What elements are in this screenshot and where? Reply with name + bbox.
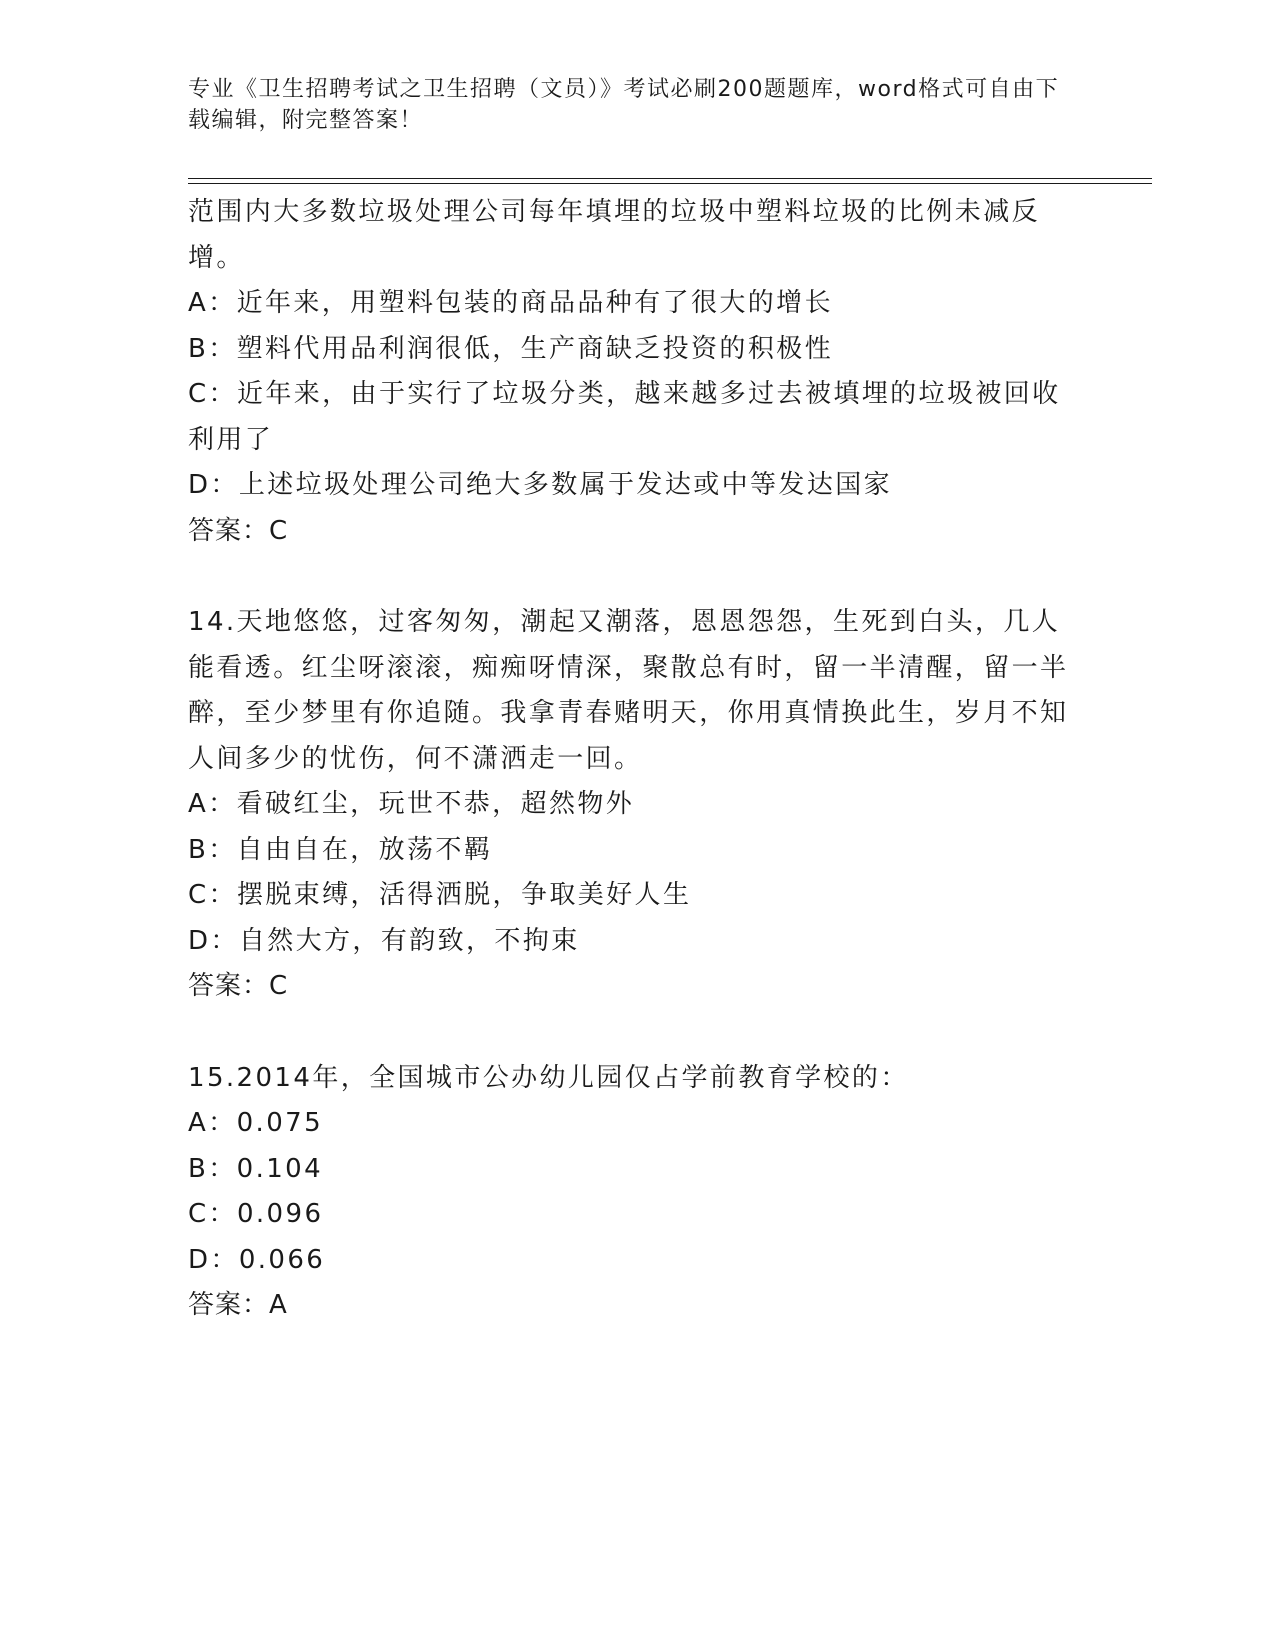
option-a: A：近年来，用塑料包装的商品品种有了很大的增长 [188, 288, 833, 318]
option-a: A：看破红尘，玩世不恭，超然物外 [188, 789, 635, 819]
question-stem: 14.天地悠悠，过客匆匆，潮起又潮落，恩恩怨怨，生死到白头，几人能看透。红尘呀滚滚，痴痴呀情深，聚散总有时，留一半清醒，留一半醉，至少梦里有你追随。我拿青春赌明天，你用真情换此生，岁月不知人间多少的忧伤，何不潇洒走一回。 [188, 607, 1069, 774]
option-c: C：0.096 [188, 1199, 324, 1229]
answer-line: 答案：C [188, 971, 289, 1001]
question-14 [188, 600, 1078, 1010]
answer-line: 答案：A [188, 1290, 288, 1320]
document-body [188, 190, 1078, 1329]
question-stem: 范围内大多数垃圾处理公司每年填埋的垃圾中塑料垃圾的比例未减反增。 [188, 197, 1041, 273]
option-d: D：0.066 [188, 1244, 326, 1275]
question-13 [188, 190, 1078, 554]
option-d: D：自然大方，有韵致，不拘束 [188, 925, 580, 956]
option-a: A：0.075 [188, 1108, 324, 1138]
option-b: B：0.104 [188, 1153, 324, 1184]
option-b: B：自由自在，放荡不羁 [188, 834, 493, 865]
option-c: C：摆脱束缚，活得洒脱，争取美好人生 [188, 880, 692, 910]
page-header: 专业《卫生招聘考试之卫生招聘（文员）》考试必刷200题题库，word格式可自由下载编辑，附完整答案！ [188, 77, 1060, 133]
option-c: C：近年来，由于实行了垃圾分类，越来越多过去被填埋的垃圾被回收利用了 [188, 379, 1061, 455]
option-d: D：上述垃圾处理公司绝大多数属于发达或中等发达国家 [188, 470, 893, 500]
question-15 [188, 1056, 1078, 1329]
answer-line: 答案：C [188, 515, 289, 546]
header-divider [188, 178, 1152, 184]
option-b: B：塑料代用品利润很低，生产商缺乏投资的积极性 [188, 333, 834, 364]
question-stem: 15.2014年，全国城市公办幼儿园仅占学前教育学校的： [188, 1062, 909, 1093]
